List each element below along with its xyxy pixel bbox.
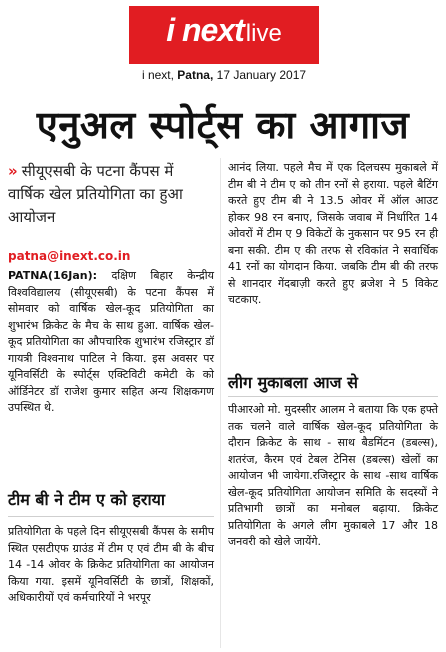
section-title-league: लीग मुकाबला आज से <box>228 373 358 392</box>
column-divider <box>220 158 221 648</box>
section-title-team-b: टीम बी ने टीम ए को हराया <box>8 490 166 509</box>
chevron-icon: » <box>8 162 18 180</box>
dateline <box>129 68 319 84</box>
left-paragraph-1-text: दक्षिण बिहार केन्द्रीय विश्वविद्यालय (सीयूएसबी) के पटना कैंपस में सोमवार को वार्षिक खेल-कूद प्रतियोगिता का शुभारंभ क्रिकेट के मैच के साथ हुआ. वार्षिक खेल- कूद प्रतियोगिता का औपचारिक शुभारंभ रजिस्ट्रार डॉ गायत्री विश्वनाथ पाटिल ने किया. इस अवसर पर यूनिवर्सिटी के स्पोर्ट्स एक्टिविटी कमेटी के को ऑर्डिनेटर डॉ राजेश कुमार सहित अन्य शिक्षकगण उपस्थित थे. <box>8 269 215 414</box>
subhead-text: सीयूएसबी के पटना कैंपस में वार्षिक खेल प्रतियोगिता का हुआ आयोजन <box>8 162 183 226</box>
city-dateline: PATNA(16Jan): <box>8 269 98 282</box>
section-divider <box>8 516 214 517</box>
right-paragraph-1: आनंद लिया. पहले मैच में एक दिलचस्प मुकाबले में टीम बी ने टीम ए को तीन रनों से हराया. पहले बैटिंग करते हुए टीम बी ने 13.5 ओवर में ऑल आउट होकर 98 रन बनाए, जिसके जवाब में निर्धारित 14 ओवरों में टीम ए 9 विकेटों के नुकसान पर 95 रन ही बना सकी. टीम ए की तरफ से रविकांत ने सवार्धिक 41 रनों का योगदान किया. जबकि टीम बी की तरफ से शानदार गेंदबाज़ी करते हुए ब्रजेश ने 5 विकेट चटकाए. <box>228 161 438 306</box>
masthead-logo <box>129 6 319 64</box>
brand-name: i next <box>166 12 244 48</box>
section-divider <box>228 396 438 397</box>
left-paragraph-1 <box>8 268 214 476</box>
left-paragraph-2: प्रतियोगिता के पहले दिन सीयूएसबी कैंपस के समीप स्थित एसटीएफ ग्राउंड में टीम ए एवं टीम बी के बीच 14 -14 ओवर के क्रिकेट प्रतियोगिता का आयोजन किया गया. इसमें यूनिवर्सिटी के छात्रों, शिक्षकों, अधिकारीयों एवं कर्मचारियों ने भरपूर <box>8 525 214 604</box>
right-paragraph-2: पीआरओ मो. मुदस्सीर आलम ने बताया कि एक हफ्ते तक चलने वाले वार्षिक खेल-कूद प्रतियोगिता के दौरान क्रिकेट के साथ - साथ बैडमिंटन (डबल्स), शतरंज, कैरम एवं टेबल टेनिस (डबल्स) खेलों का आयोजन भी जायेगा.रजिस्ट्रार के साथ -साथ वार्षिक खेल-कूद प्रतियोगिता आयोजन समिति के सदस्यों ने प्रतिभागी छात्रों का मनोबल बढ़ाया. क्रिकेट प्रतियोगिता के अगले लीग मुकाबले 17 और 18 जनवरी को खेले जायेंगे. <box>228 403 438 548</box>
brand-logo <box>135 12 313 46</box>
article-subhead <box>8 160 214 234</box>
dateline-date: 17 January 2017 <box>216 68 307 82</box>
reporter-email[interactable]: patna@inext.co.in <box>8 249 131 263</box>
dateline-source: i next, <box>141 68 174 82</box>
dateline-city: Patna, <box>177 68 214 82</box>
article-headline: एनुअल स्पोर्ट्स का आगाज <box>36 103 410 147</box>
brand-sub: live <box>245 20 282 47</box>
